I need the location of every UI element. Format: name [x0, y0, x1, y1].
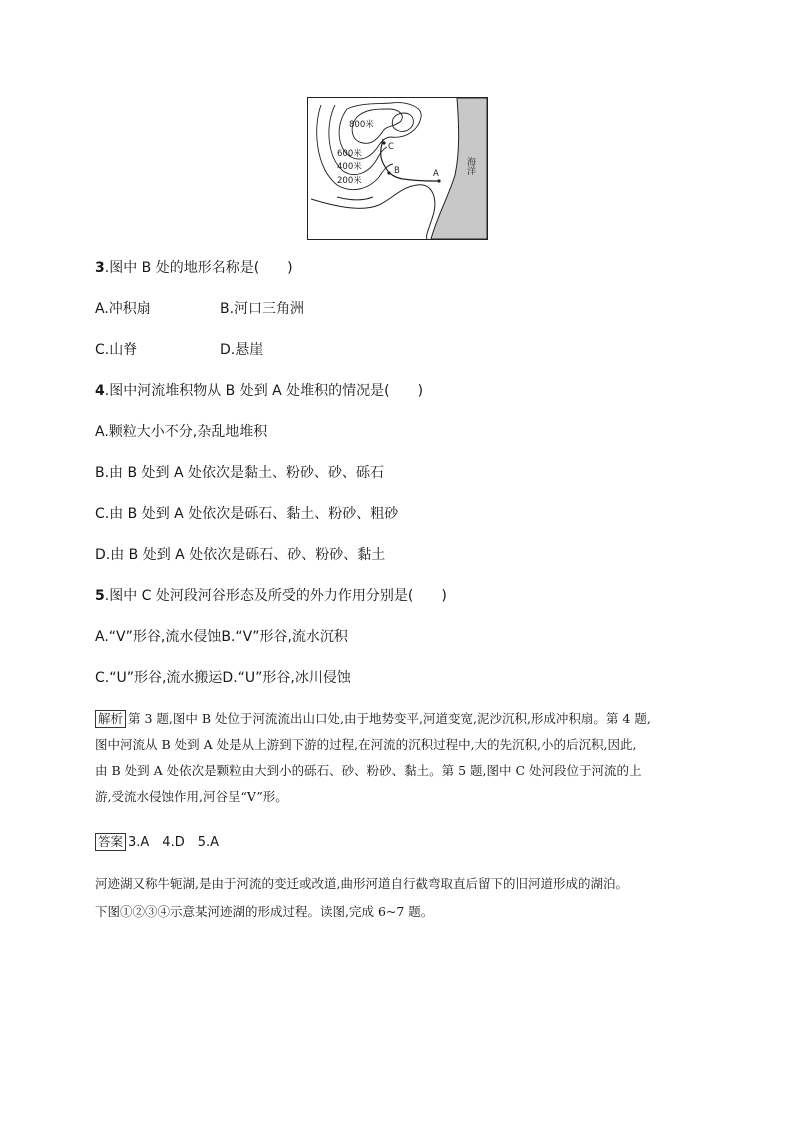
question-3-text: .图中 B 处的地形名称是( ) — [104, 260, 293, 276]
q3-option-d: D.悬崖 — [220, 342, 264, 358]
point-c-marker — [382, 141, 385, 144]
q4-option-b: B.由 B 处到 A 处依次是黏土、粉砂、砂、砾石 — [95, 465, 385, 481]
q5-option-cd: C.“U”形谷,流水搬运D.“U”形谷,冰川侵蚀 — [95, 670, 351, 686]
analysis-text-1: 第 3 题,图中 B 处位于河流流出山口处,由于地势变平,河道变宽,泥沙沉积,形成冲积扇。第 4 题, — [128, 711, 651, 726]
answer-tag: 答案 — [95, 833, 126, 851]
point-c-label: C — [388, 142, 394, 152]
question-5-text: .图中 C 处河段河谷形态及所受的外力作用分别是( ) — [104, 588, 447, 604]
q4-option-c: C.由 B 处到 A 处依次是砾石、黏土、粉砂、粗砂 — [95, 506, 399, 522]
question-5 — [95, 587, 447, 605]
question-3-number: 3 — [95, 260, 105, 276]
question-4 — [95, 382, 423, 400]
contour-label-200: 200米 — [337, 176, 362, 186]
intro-line-2: 下图①②③④示意某河迹湖的形成过程。读图,完成 6~7 题。 — [95, 904, 434, 919]
contour-label-800: 800米 — [349, 120, 374, 130]
intro-line-1: 河迹湖又称牛轭湖,是由于河流的变迁或改道,曲形河道自行截弯取直后留下的旧河道形成的湖泊。 — [95, 876, 628, 891]
point-a-marker — [437, 179, 440, 182]
analysis-line-1 — [95, 706, 707, 732]
analysis-line-4: 游,受流水侵蚀作用,河谷呈“V”形。 — [95, 789, 288, 804]
topographic-map — [307, 97, 488, 240]
q4-option-d: D.由 B 处到 A 处依次是砾石、砂、粉砂、黏土 — [95, 547, 386, 563]
q3-option-a: A.冲积扇 — [95, 301, 151, 317]
q3-option-b: B.河口三角洲 — [220, 301, 305, 317]
point-a-label: A — [433, 169, 439, 179]
answer-text: 3.A 4.D 5.A — [128, 835, 220, 850]
analysis-tag: 解析 — [95, 710, 126, 728]
intro-block — [95, 870, 715, 926]
analysis-line-3: 由 B 处到 A 处依次是颗粒由大到小的砾石、砂、粉砂、黏土。第 5 题,图中 C 处河段位于河流的上 — [95, 763, 642, 778]
point-b-marker — [387, 171, 390, 174]
q4-option-a: A.颗粒大小不分,杂乱地堆积 — [95, 424, 268, 440]
analysis-line-2: 图中河流从 B 处到 A 处是从上游到下游的过程,在河流的沉积过程中,大的先沉积,小的后沉积,因此, — [95, 737, 637, 752]
contour-label-400: 400米 — [337, 162, 362, 172]
question-5-number: 5 — [95, 588, 105, 604]
analysis-block — [95, 706, 707, 810]
ocean-label: 海洋 — [465, 157, 475, 175]
point-b-label: B — [394, 166, 400, 176]
answer-block — [95, 833, 219, 852]
question-3 — [95, 259, 293, 277]
question-4-text: .图中河流堆积物从 B 处到 A 处堆积的情况是( ) — [104, 383, 424, 399]
question-4-number: 4 — [95, 383, 105, 399]
contour-label-600: 600米 — [337, 149, 362, 159]
q3-option-c: C.山脊 — [95, 342, 138, 358]
q5-option-ab: A.“V”形谷,流水侵蚀B.“V”形谷,流水沉积 — [95, 629, 348, 645]
